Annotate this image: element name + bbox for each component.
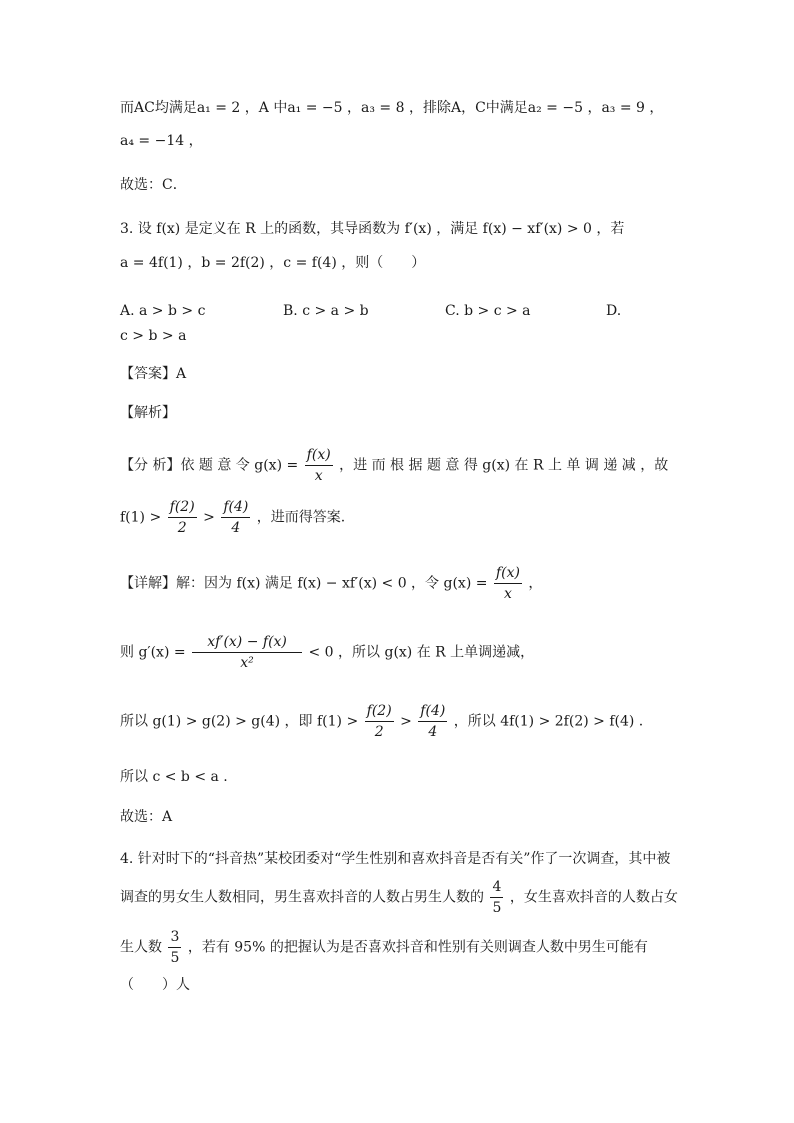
fraction-f2-over-2 (365, 704, 394, 739)
analysis-heading: 【解析】 (120, 405, 176, 421)
q4-l3-suffix: ，若有 95% 的把握认为是否喜欢抖音和性别有关则调查人数中男生可能有 (187, 939, 648, 956)
choose-a: 故选：A (120, 809, 173, 825)
fraction-denominator: 2 (168, 517, 197, 535)
detail-prefix: 【详解】解：因为 f(x) 满足 f(x) − xf′(x) < 0 ，令 g(x) = (120, 575, 488, 592)
q4-l2-prefix: 调查的男女生人数相同，男生喜欢抖音的人数占男生人数的 (120, 889, 484, 906)
question-4-line-2 (120, 880, 678, 915)
detail-line (120, 566, 542, 601)
option-d-text: c > b > a (120, 328, 187, 344)
fraction-numerator: f(x) (306, 447, 331, 463)
so1-suffix: ，所以 4f(1) > 2f(2) > f(4) . (453, 713, 644, 730)
fraction-numerator: f(2) (366, 703, 392, 719)
derivative-line (120, 635, 534, 670)
question-3-stem: 3. 设 f(x) 是定义在 R 上的函数，其导函数为 f′(x) ，满足 f(x) − xf′(x) > 0 ，若 (120, 221, 625, 237)
q4-l3-prefix: 生人数 (120, 939, 162, 956)
fraction-4-over-5 (490, 880, 503, 915)
fenxi-l2-prefix: f(1) > (120, 509, 162, 526)
fraction-fx-over-x (494, 566, 522, 601)
solution-line-2: a₄ = −14 ， (120, 133, 203, 149)
q4-l2-suffix: ，女生喜欢抖音的人数占女 (509, 889, 678, 906)
fraction-numerator: 4 (492, 879, 502, 895)
fraction-denominator: 4 (418, 721, 447, 739)
fraction-numerator: 3 (170, 929, 180, 945)
fraction-denominator: x² (192, 652, 302, 670)
solution-line-1: 而AC均满足a₁ = 2 ，A 中a₁ = −5 ，a₃ = 8 ，排除A，C中满足a₂ = −5 ，a₃ = 9 ， (120, 100, 664, 116)
fraction-numerator: f(4) (420, 703, 446, 719)
fenxi-line-2 (120, 500, 345, 535)
option-a: A. a > b > c (120, 303, 206, 319)
option-d-label: D. (606, 303, 622, 319)
fraction-numerator: f(2) (169, 499, 195, 515)
question-4-line-1: 4. 针对时下的“抖音热”某校团委对“学生性别和喜欢抖音是否有关”作了一次调查，其中被 (120, 851, 671, 867)
question-4-line-4: （ ）人 (120, 977, 190, 993)
greater-than: > (203, 509, 215, 526)
question-4-line-3 (120, 930, 648, 965)
fraction-numerator: xf′(x) − f(x) (207, 634, 287, 650)
question-3-stem-cont: a = 4f(1) ，b = 2f(2) ，c = f(4) ，则（ ） (120, 255, 426, 271)
fenxi-suffix: ，进 而 根 据 题 意 得 g(x) 在 R 上 单 调 递 减 ，故 (339, 457, 669, 474)
fraction-denominator: x (494, 583, 522, 601)
so1-prefix: 所以 g(1) > g(2) > g(4) ，即 f(1) > (120, 713, 359, 730)
option-b: B. c > a > b (283, 303, 369, 319)
fraction-numerator: f(x) (495, 565, 520, 581)
fenxi-line-1 (120, 448, 668, 483)
so-line-2: 所以 c < b < a . (120, 769, 228, 785)
deriv-suffix: < 0 ，所以 g(x) 在 R 上单调递减， (308, 644, 535, 661)
fenxi-prefix: 【分 析】依 题 意 令 g(x) = (120, 457, 299, 474)
fenxi-l2-suffix: ，进而得答案. (256, 509, 346, 526)
greater-than: > (400, 713, 412, 730)
detail-suffix: ， (528, 575, 543, 592)
fraction-denominator: x (305, 465, 333, 483)
fraction-denominator: 5 (168, 947, 181, 965)
fraction-denominator: 2 (365, 721, 394, 739)
deriv-prefix: 则 g′(x) = (120, 644, 186, 661)
fraction-f4-over-4 (221, 500, 250, 535)
fraction-3-over-5 (168, 930, 181, 965)
fraction-denominator: 4 (221, 517, 250, 535)
answer-label: 【答案】A (120, 366, 187, 382)
so-line-1 (120, 704, 643, 739)
fraction-f2-over-2 (168, 500, 197, 535)
fraction-derivative (192, 635, 302, 670)
fraction-denominator: 5 (490, 897, 503, 915)
option-c: C. b > c > a (445, 303, 531, 319)
fraction-fx-over-x (305, 448, 333, 483)
fraction-numerator: f(4) (223, 499, 249, 515)
fraction-f4-over-4 (418, 704, 447, 739)
choose-c: 故选：C． (120, 177, 187, 193)
